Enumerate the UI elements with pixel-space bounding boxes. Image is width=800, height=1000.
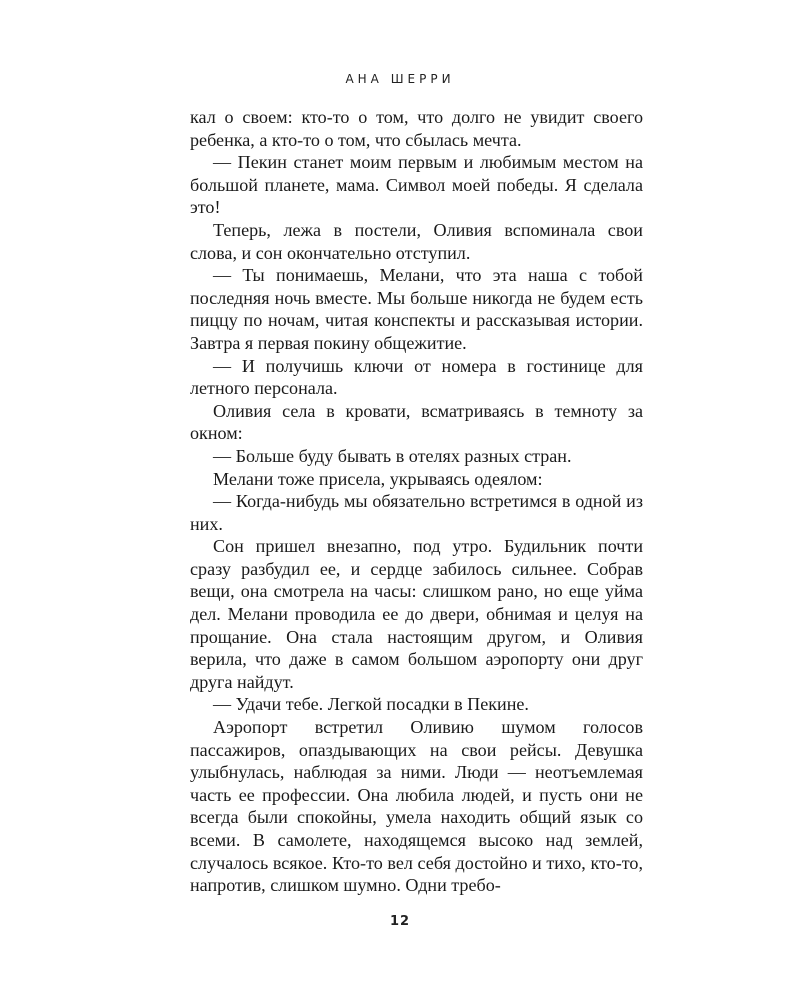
paragraph: — Удачи тебе. Легкой посадки в Пекине. — [213, 694, 529, 715]
paragraph: Мелани тоже присела, укрываясь одеялом: — [213, 468, 543, 489]
paragraph: Теперь, лежа в постели, Оливия вспоминала свои слова, и сон окончательно отступил. — [190, 219, 643, 263]
paragraph: — И получишь ключи от номера в гостинице для летного персонала. — [190, 355, 643, 399]
paragraph: — Ты понимаешь, Мелани, что эта наша с тобой последняя ночь вместе. Мы больше никогда не будем есть пиццу по ночам, читая конспекты и рассказывая истории. Завтра я первая покину общежитие. — [190, 265, 643, 353]
page-number: 12 — [389, 914, 411, 929]
running-header-author: АНА ШЕРРИ — [345, 72, 455, 86]
paragraph: — Пекин станет моим первым и любимым местом на большой планете, мама. Символ моей победы. Я сделала это! — [190, 152, 643, 218]
paragraph: Аэропорт встретил Оливию шумом голосов пассажиров, опаздывающих на свои рейсы. Девушка улыбнулась, наблюдая за ними. Люди — неотъемлемая часть ее профессии. Она любила людей, и пусть они не всегда были спокойны, умела находить общий язык со всеми. В самолете, находящемся высоко над землей, случалось всякое. Кто-то вел себя достойно и тихо, кто-то, напротив, слишком шумно. Одни требо- — [190, 717, 643, 896]
paragraph: Оливия села в кровати, всматриваясь в темноту за окном: — [190, 400, 643, 444]
paragraph: кал о своем: кто-то о том, что долго не увидит своего ребенка, а кто-то о том, что сбылась мечта. — [190, 107, 643, 150]
paragraph: Сон пришел внезапно, под утро. Будильник почти сразу разбудил ее, и сердце забилось сильнее. Собрав вещи, она смотрела на часы: слишком рано, но еще уйма дел. Мелани проводила ее до двери, обнимая и целуя на прощание. Она стала настоящим другом, и Оливия верила, что даже в самом большом аэропорту они друг друга найдут. — [190, 536, 643, 692]
paragraph: — Больше буду бывать в отелях разных стран. — [213, 445, 572, 466]
paragraph: — Когда-нибудь мы обязательно встретимся в одной из них. — [190, 491, 643, 534]
page-body-text — [190, 106, 643, 897]
